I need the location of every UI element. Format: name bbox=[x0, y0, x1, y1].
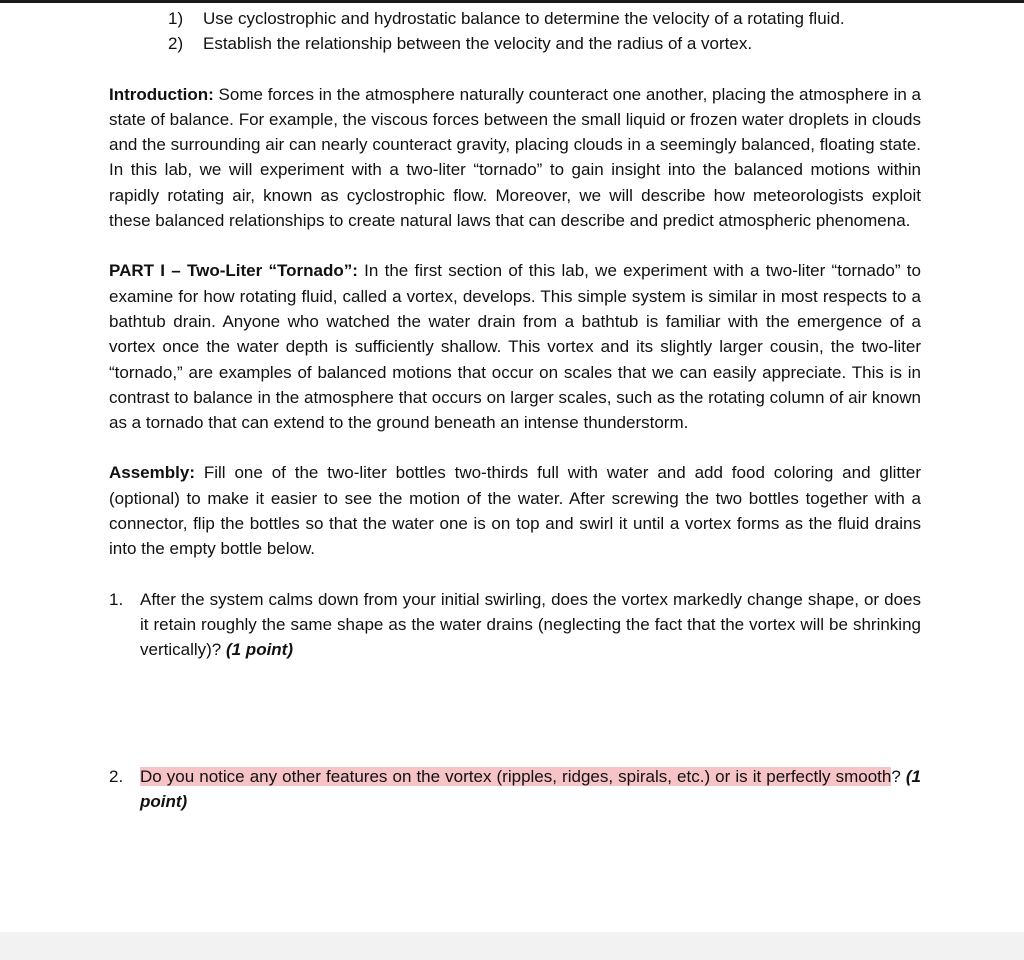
objectives-list bbox=[168, 6, 921, 57]
introduction-heading: Introduction: bbox=[109, 84, 214, 104]
question-points: (1 point) bbox=[140, 766, 921, 811]
objective-item bbox=[168, 31, 921, 56]
question-2 bbox=[109, 764, 921, 815]
introduction-text: Some forces in the atmosphere naturally counteract one another, placing the atmosphere in a state of balance. For example, the viscous forces between the small liquid or frozen water droplets in clouds and the surrounding air can nearly counteract gravity, placing clouds in a seemingly balanced, floating state. In this lab, we will experiment with a two-liter “tornado” to gain insight into the balanced motions within rapidly rotating air, known as cyclostrophic flow. Moreover, we will describe how meteorologists exploit these balanced relationships to create natural laws that can describe and predict atmospheric phenomena. bbox=[109, 84, 921, 231]
top-edge-bar bbox=[0, 0, 1024, 3]
question-text bbox=[140, 587, 921, 663]
assembly-text: Fill one of the two-liter bottles two-thirds full with water and add food coloring and glitter (optional) to make it easier to see the motion of the water. After screwing the two bottles together with a connector, flip the bottles so that the water one is on top and swirl it until a vortex forms as the fluid drains into the empty bottle below. bbox=[109, 463, 921, 559]
part1-text: In the first section of this lab, we experiment with a two-liter “tornado” to examine for how rotating fluid, called a vortex, develops. This simple system is similar in most respects to a bathtub drain. Anyone who watched the water drain from a bathtub is familiar with the emergence of a vortex once the water depth is sufficiently shallow. This vortex and its slightly larger cousin, the two-liter “tornado,” are examples of balanced motions that occur on scales that we can easily appreciate. This is in contrast to balance in the atmosphere that occurs on larger scales, such as the rotating column of air known as a tornado that can extend to the ground beneath an intense thunderstorm. bbox=[109, 261, 921, 433]
question-number: 2. bbox=[109, 766, 124, 786]
question-points: (1 point) bbox=[225, 640, 294, 660]
question-body: After the system calms down from your initial swirling, does the vortex markedly change shape, or does it retain roughly the same shape as the water drains (neglecting the fact that the vortex will be shrinking vertically)? bbox=[140, 589, 921, 660]
objective-text: Use cyclostrophic and hydrostatic balance to determine the velocity of a rotating fluid. bbox=[203, 9, 845, 28]
objective-text: Establish the relationship between the velocity and the radius of a vortex. bbox=[203, 34, 753, 54]
assembly-heading: Assembly: bbox=[109, 463, 195, 483]
objective-number: 1) bbox=[168, 9, 184, 28]
introduction-paragraph bbox=[109, 82, 921, 234]
part1-paragraph bbox=[109, 258, 921, 435]
question-body-rest: ? bbox=[891, 766, 906, 786]
highlighted-text[interactable]: Do you notice any other features on the vortex (ripples, ridges, spirals, etc.) or is it perfectly smooth bbox=[140, 766, 892, 786]
part1-heading: PART I – Two-Liter “Tornado”: bbox=[109, 261, 358, 281]
document-page bbox=[109, 6, 921, 814]
question-number: 1. bbox=[109, 589, 124, 609]
objective-number: 2) bbox=[168, 34, 184, 54]
objective-item bbox=[168, 6, 921, 31]
question-text bbox=[140, 764, 921, 815]
bottom-edge-band bbox=[0, 932, 1024, 960]
question-1 bbox=[109, 587, 921, 663]
assembly-paragraph bbox=[109, 460, 921, 561]
